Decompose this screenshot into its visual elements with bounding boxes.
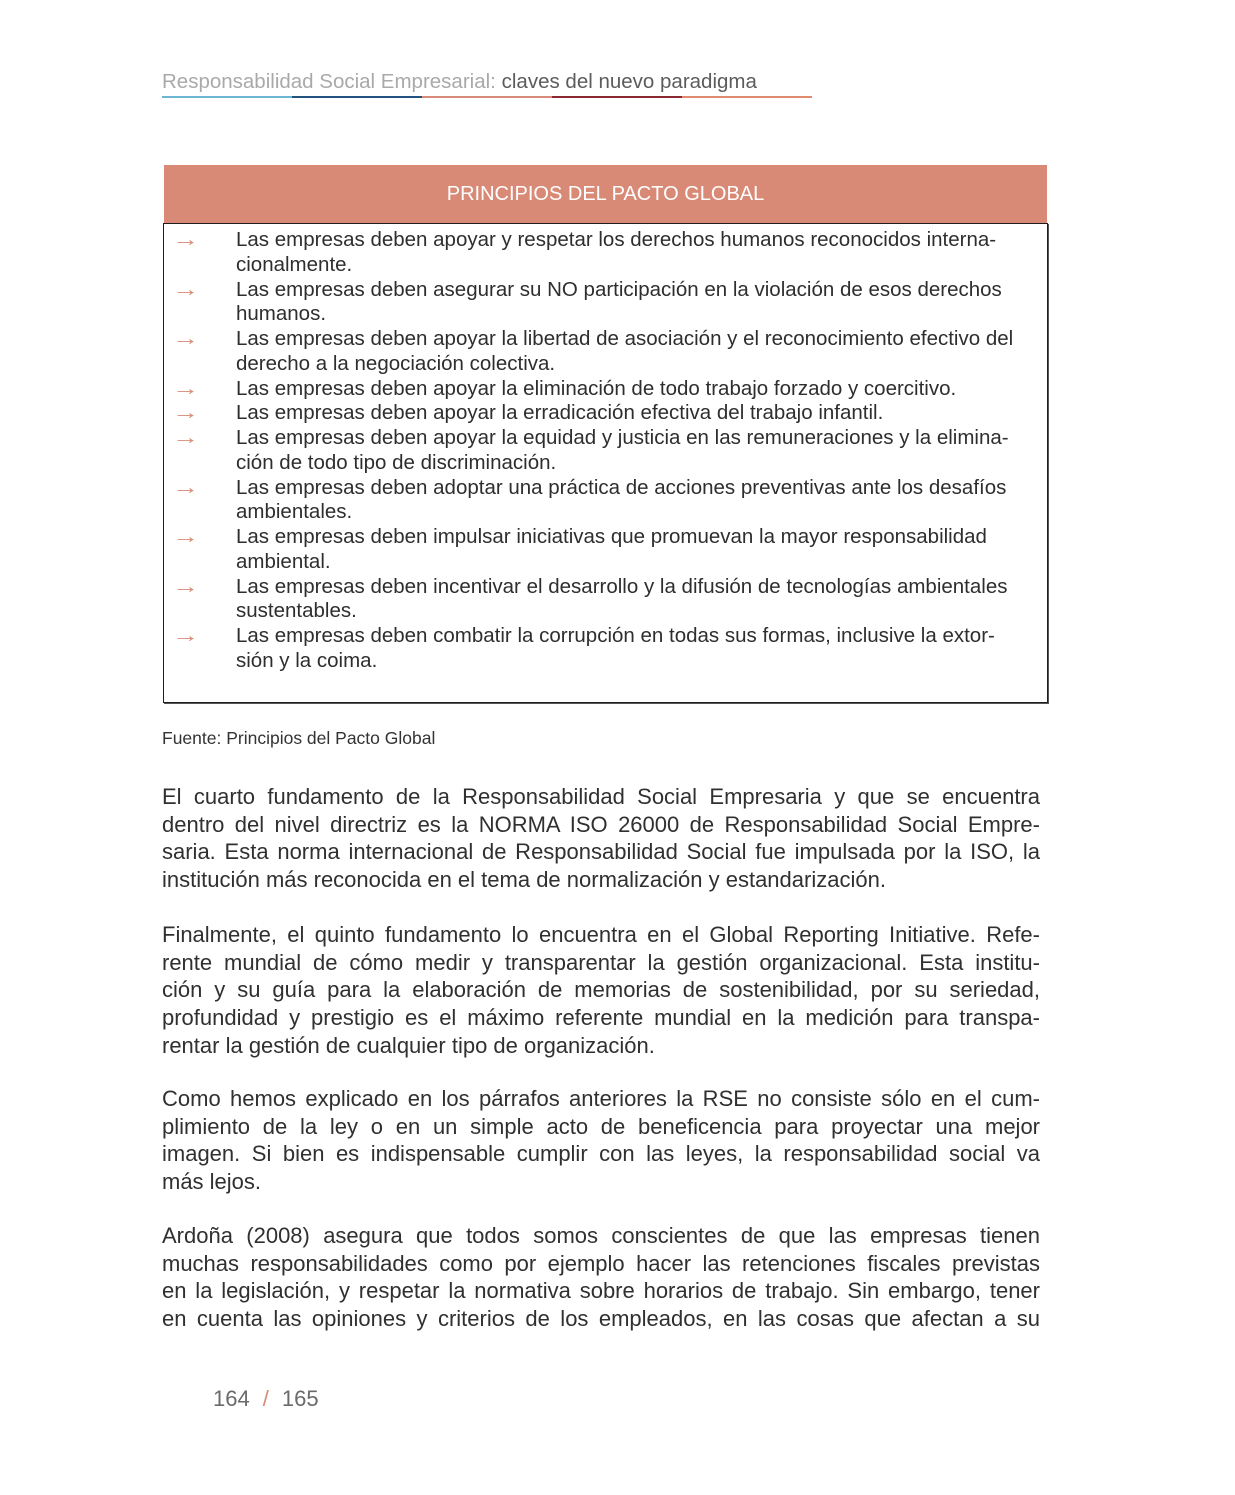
principle-line: Las empresas deben apoyar la eliminación de todo trabajo forzado y coercitivo. bbox=[236, 376, 957, 400]
paragraph-line: saria. Esta norma internacional de Responsabilidad Social fue impulsada por la ISO, la bbox=[162, 839, 1040, 865]
header-rule-segment bbox=[162, 96, 292, 98]
running-header bbox=[162, 70, 757, 94]
header-rule-segment bbox=[422, 96, 552, 98]
principle-item bbox=[164, 624, 1047, 674]
arrow-right-icon: → bbox=[172, 402, 199, 425]
paragraph-line: rentar la gestión de cualquier tipo de organización. bbox=[162, 1032, 655, 1058]
body-paragraph bbox=[162, 783, 1040, 894]
principle-line: Las empresas deben apoyar la erradicación efectiva del trabajo infantil. bbox=[236, 401, 884, 425]
principle-line: ción de todo tipo de discriminación. bbox=[236, 450, 557, 474]
paragraph-line: plimiento de la ley o en un simple acto de beneficencia para proyectar una mejor bbox=[162, 1113, 1040, 1139]
principle-line: Las empresas deben asegurar su NO participación en la violación de esos derechos bbox=[236, 277, 1002, 301]
running-header-book-title: Responsabilidad Social Empresarial: bbox=[162, 70, 496, 93]
header-rule-segment bbox=[292, 96, 422, 98]
principle-line: Las empresas deben apoyar la libertad de asociación y el reconocimiento efectivo del bbox=[236, 327, 1014, 350]
page-number-current: 164 bbox=[213, 1386, 250, 1411]
paragraph-line: Ardoña (2008) asegura que todos somos conscientes de que las empresas tienen bbox=[162, 1223, 1040, 1248]
body-paragraph bbox=[162, 1222, 1040, 1333]
source-caption: Fuente: Principios del Pacto Global bbox=[162, 728, 436, 748]
principle-item bbox=[164, 327, 1047, 377]
principle-item bbox=[164, 228, 1047, 278]
principle-line: Las empresas deben combatir la corrupción en todas sus formas, inclusive la extor- bbox=[236, 624, 995, 647]
arrow-right-icon: → bbox=[172, 575, 199, 598]
principle-line: ambientales. bbox=[236, 500, 353, 524]
paragraph-line: profundidad y prestigio es el máximo referente mundial en la medición para transpa- bbox=[162, 1004, 1040, 1030]
principle-line: humanos. bbox=[236, 302, 327, 326]
principle-item bbox=[164, 575, 1047, 625]
principles-box bbox=[163, 223, 1048, 703]
principle-item bbox=[164, 426, 1047, 476]
arrow-right-icon: → bbox=[172, 328, 199, 350]
arrow-right-icon: → bbox=[172, 427, 199, 449]
paragraph-line: dentro del nivel directriz es la NORMA ISO 26000 de Responsabilidad Social Empre- bbox=[162, 811, 1040, 837]
arrow-right-icon: → bbox=[172, 625, 199, 647]
principles-box-title: PRINCIPIOS DEL PACTO GLOBAL bbox=[164, 165, 1047, 223]
paragraph-line: muchas responsabilidades como por ejemplo hacer las retenciones fiscales previstas bbox=[162, 1250, 1040, 1276]
page-numbers bbox=[213, 1385, 319, 1413]
arrow-right-icon: → bbox=[172, 229, 199, 251]
principle-line: Las empresas deben impulsar iniciativas que promuevan la mayor responsabilidad bbox=[236, 525, 987, 548]
principle-line: Las empresas deben apoyar la equidad y justicia en las remuneraciones y la elimina- bbox=[236, 426, 1009, 449]
principle-item bbox=[164, 377, 1047, 402]
paragraph-line: Finalmente, el quinto fundamento lo encuentra en el Global Reporting Initiative. Refe- bbox=[162, 922, 1040, 947]
arrow-right-icon: → bbox=[172, 278, 199, 301]
page-number-separator: / bbox=[262, 1386, 269, 1411]
principle-line: derecho a la negociación colectiva. bbox=[236, 351, 556, 375]
paragraph-line: El cuarto fundamento de la Responsabilidad Social Empresaria y que se encuentra bbox=[162, 784, 1040, 809]
principle-item bbox=[164, 476, 1047, 526]
principle-line: Las empresas deben apoyar y respetar los derechos humanos reconocidos interna- bbox=[236, 228, 997, 251]
principle-line: Las empresas deben adoptar una práctica de acciones preventivas ante los desafíos bbox=[236, 475, 1007, 499]
header-rule-segment bbox=[682, 96, 812, 98]
principle-item bbox=[164, 525, 1047, 575]
paragraph-line: ción y su guía para la elaboración de memorias de sostenibilidad, por su seriedad, bbox=[162, 977, 1040, 1003]
principle-item bbox=[164, 401, 1047, 426]
header-rule-segment bbox=[552, 96, 682, 98]
arrow-right-icon: → bbox=[172, 476, 199, 499]
page-number-next: 165 bbox=[281, 1386, 319, 1411]
principle-line: sión y la coima. bbox=[236, 648, 378, 672]
principle-line: sustentables. bbox=[236, 599, 357, 623]
paragraph-line: Como hemos explicado en los párrafos anteriores la RSE no consiste sólo en el cum- bbox=[162, 1086, 1040, 1111]
paragraph-line: rente mundial de cómo medir y transparentar la gestión organizacional. Esta institu- bbox=[162, 949, 1040, 975]
paragraph-line: institución más reconocida en el tema de normalización y estandarización. bbox=[162, 866, 886, 892]
principle-line: cionalmente. bbox=[236, 252, 353, 276]
paragraph-line: en la legislación, y respetar la normativa sobre horarios de trabajo. Sin embargo, tener bbox=[162, 1278, 1040, 1304]
principle-line: Las empresas deben incentivar el desarrollo y la difusión de tecnologías ambientales bbox=[236, 574, 1008, 598]
paragraph-line: más lejos. bbox=[162, 1168, 262, 1194]
arrow-right-icon: → bbox=[172, 526, 199, 548]
principle-item bbox=[164, 278, 1047, 328]
paragraph-line: en cuenta las opiniones y criterios de los empleados, en las cosas que afectan a su bbox=[162, 1305, 1040, 1331]
running-header-rule bbox=[162, 96, 812, 98]
arrow-right-icon: → bbox=[172, 377, 199, 400]
body-paragraph bbox=[162, 1085, 1040, 1196]
paragraph-line: imagen. Si bien es indispensable cumplir con las leyes, la responsabilidad social va bbox=[162, 1141, 1040, 1167]
principle-line: ambiental. bbox=[236, 549, 331, 573]
running-header-subtitle: claves del nuevo paradigma bbox=[501, 70, 757, 93]
body-paragraph bbox=[162, 921, 1040, 1059]
